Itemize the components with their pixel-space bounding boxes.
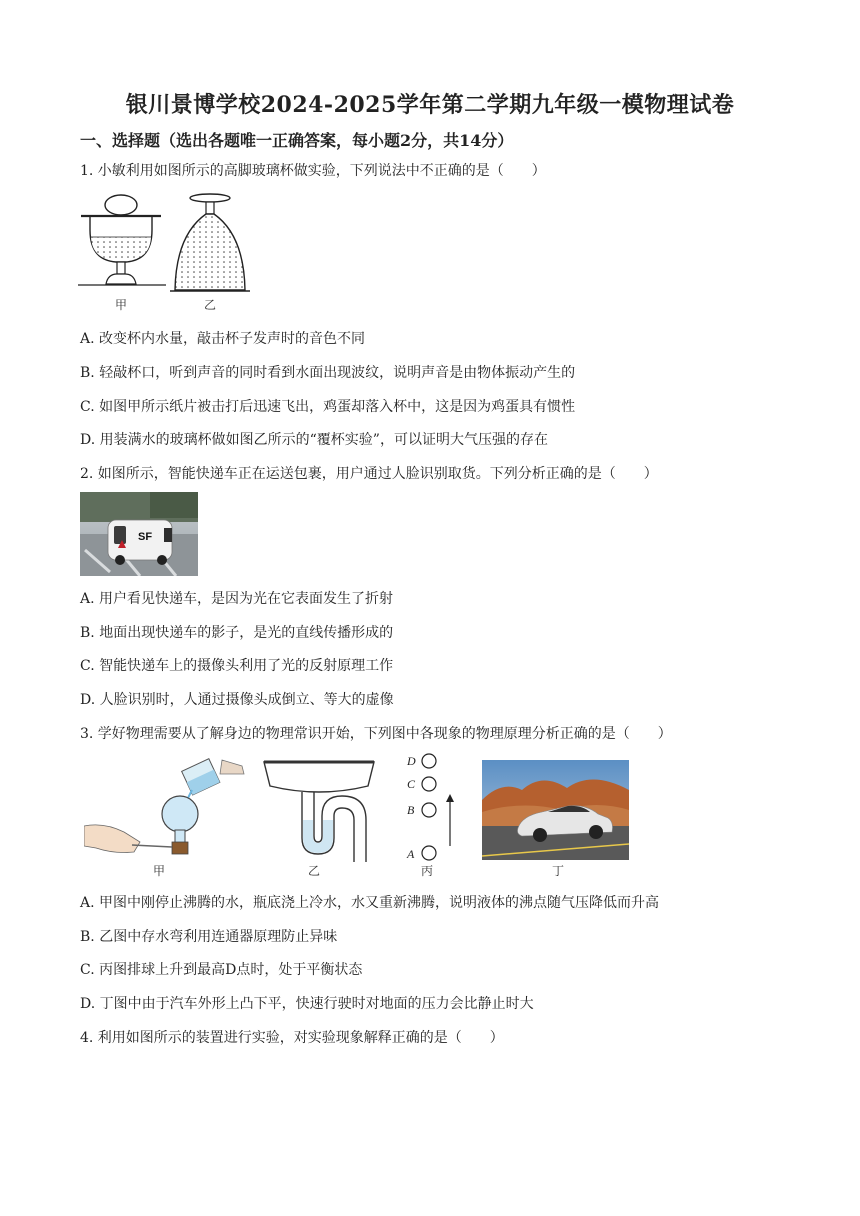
q2-option-c: C. 智能快递车上的摄像头利用了光的反射原理工作 — [80, 658, 394, 674]
caption-q3-bing: 丙 — [421, 864, 434, 878]
delivery-van-photo — [80, 492, 198, 576]
q3-option-b: B. 乙图中存水弯利用连通器原理防止异味 — [80, 929, 338, 945]
question-4-stem: 4. 利用如图所示的装置进行实验，对实验现象解释正确的是（ ） — [80, 1030, 504, 1046]
q1-option-c: C. 如图甲所示纸片被击打后迅速飞出，鸡蛋却落入杯中，这是因为鸡蛋具有惯性 — [80, 399, 576, 415]
ball-label-c: C — [407, 777, 416, 791]
goblet-yi-drawing — [170, 194, 250, 291]
ball-label-a: A — [407, 847, 415, 861]
q3-option-d: D. 丁图中由于汽车外形上凸下平，快速行驶时对地面的压力会比静止时大 — [80, 996, 534, 1012]
caption-yi: 乙 — [204, 298, 217, 312]
caption-q3-jia: 甲 — [153, 864, 166, 878]
figure-yi-sink-trap — [262, 758, 377, 862]
question-1-figure — [78, 190, 253, 315]
ball-label-b: B — [407, 803, 415, 817]
delivery-van-shape — [108, 520, 172, 565]
question-3-stem: 3. 学好物理需要从了解身边的物理常识开始，下列图中各现象的物理原理分析正确的是（ ） — [80, 726, 672, 742]
q1-option-d: D. 用装满水的玻璃杯做如图乙所示的“覆杯实验”，可以证明大气压强的存在 — [80, 432, 548, 448]
q2-option-a: A. 用户看见快递车，是因为光在它表面发生了折射 — [80, 591, 394, 607]
question-1-stem: 1. 小敏利用如图所示的高脚玻璃杯做实验，下列说法中不正确的是（ ） — [80, 163, 546, 179]
ball-b-icon — [422, 803, 436, 817]
q1-option-b: B. 轻敲杯口，听到声音的同时看到水面出现波纹，说明声音是由物体振动产生的 — [80, 365, 576, 381]
ball-a-icon — [422, 846, 436, 860]
ball-label-d: D — [407, 754, 416, 768]
q3-option-a: A. 甲图中刚停止沸腾的水，瓶底浇上冷水，水又重新沸腾，说明液体的沸点随气压降低而升高 — [80, 895, 660, 911]
figure-jia-flask — [84, 752, 250, 862]
q2-option-b: B. 地面出现快递车的影子，是光的直线传播形成的 — [80, 625, 394, 641]
goblet-jia-drawing — [78, 195, 166, 285]
figure-ding-car-photo — [482, 760, 629, 860]
section-heading: 一、选择题（选出各题唯一正确答案，每小题2分，共14分） — [80, 131, 514, 150]
q2-option-d: D. 人脸识别时，人通过摄像头成倒立、等大的虚像 — [80, 692, 394, 708]
egg-shape — [105, 195, 137, 215]
q1-option-a: A. 改变杯内水量，敲击杯子发声时的音色不同 — [80, 331, 366, 347]
question-2-stem: 2. 如图所示，智能快递车正在运送包裹，用户通过人脸识别取货。下列分析正确的是（ ） — [80, 466, 658, 482]
figure-bing-ball-positions — [400, 750, 470, 862]
ball-c-icon — [422, 777, 436, 791]
caption-q3-ding: 丁 — [552, 864, 565, 878]
caption-jia: 甲 — [115, 298, 128, 312]
exam-title: 银川景博学校2024-2025学年第二学期九年级一模物理试卷 — [125, 92, 735, 118]
q3-option-c: C. 丙图排球上升到最高D点时，处于平衡状态 — [80, 962, 363, 978]
van-logo: SF — [138, 531, 153, 543]
ball-d-icon — [422, 754, 436, 768]
caption-q3-yi: 乙 — [308, 864, 321, 878]
